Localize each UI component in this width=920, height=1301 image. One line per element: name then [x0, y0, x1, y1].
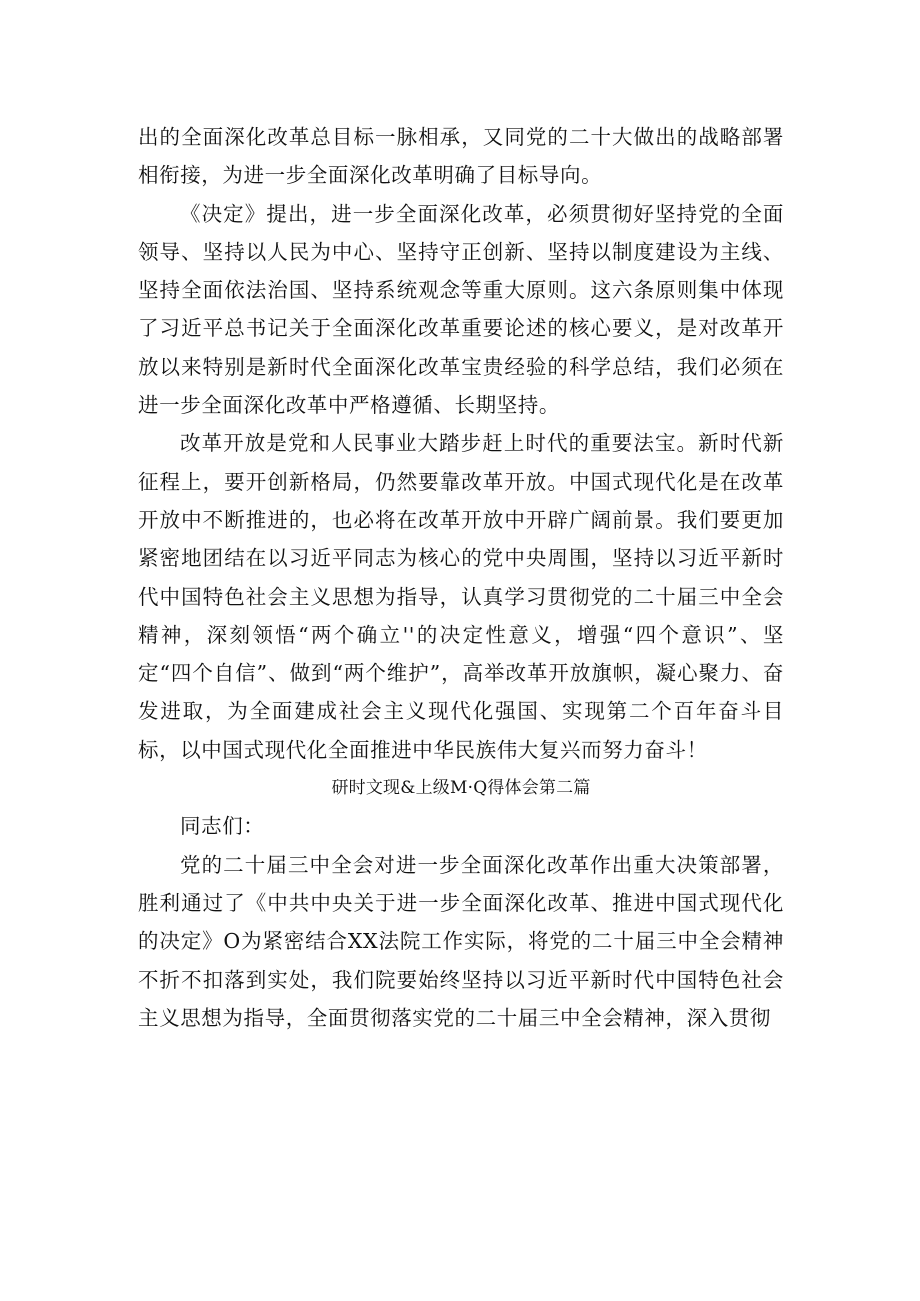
document-body: [138, 118, 784, 1037]
section-heading: 研时文现&上级M·Q得体会第二篇: [331, 778, 591, 799]
paragraph-4: 党的二十届三中全会对进一步全面深化改革作出重大决策部署，胜利通过了《中共中央关于进一步全面深化改革、推进中国式现代化的决定》O为紧密结合XX法院工作实际，将党的二十届三中全会精神不折不扣落到实处，我们院要始终坚持以习近平新时代中国特色社会主义思想为指导，全面贯彻落实党的二十届三中全会精神，深入贯彻: [138, 852, 784, 1030]
paragraph-1: 出的全面深化改革总目标一脉相承，又同党的二十大做出的战略部署相衔接，为进一步全面深化改革明确了目标导向。: [138, 125, 784, 188]
salutation: 同志们：: [180, 814, 265, 839]
paragraph-2: 《决定》提出，进一步全面深化改革，必须贯彻好坚持党的全面领导、坚持以人民为中心、坚持守正创新、坚持以制度建设为主线、坚持全面依法治国、坚持系统观念等重大原则。这六条原则集中体现了习近平总书记关于全面深化改革重要论述的核心要义，是对改革开放以来特别是新时代全面深化改革宝贵经验的科学总结，我们必须在进一步全面深化改革中严格遵循、长期坚持。: [138, 201, 784, 418]
paragraph-3: 改革开放是党和人民事业大踏步赶上时代的重要法宝。新时代新征程上，要开创新格局，仍然要靠改革开放。中国式现代化是在改革开放中不断推进的，也必将在改革开放中开辟广阔前景。我们要更加紧密地团结在以习近平同志为核心的党中央周围，坚持以习近平新时代中国特色社会主义思想为指导，认真学习贯彻党的二十届三中全会精神，深刻领悟“两个确立''的决定性意义，增强“四个意识”、坚定“四个自信”、做到“两个维护”，高举改革开放旗帜，凝心聚力、奋发进取，为全面建成社会主义现代化强国、实现第二个百年奋斗目标，以中国式现代化全面推进中华民族伟大复兴而努力奋斗！: [138, 431, 784, 762]
